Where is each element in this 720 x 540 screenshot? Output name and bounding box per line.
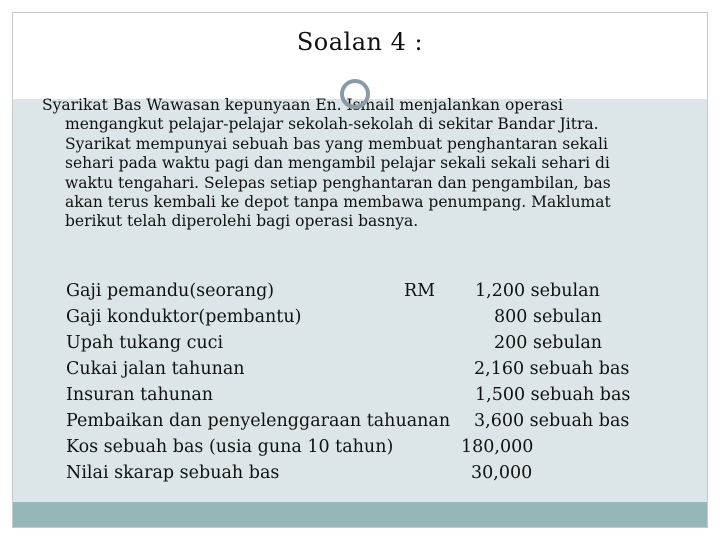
- cost-label: Insuran tahunan: [66, 385, 214, 405]
- intro-paragraph: [42, 96, 682, 232]
- paragraph-line: waktu tengahari. Selepas setiap penghantaran dan pengambilan, bas: [65, 173, 611, 192]
- paragraph-line: Syarikat Bas Wawasan kepunyaan En. Ismail menjalankan operasi: [42, 96, 563, 114]
- cost-value: 200 sebulan: [494, 333, 603, 353]
- paragraph-line: berikut telah diperolehi bagi operasi basnya.: [65, 212, 419, 231]
- decorative-ring-icon: [340, 79, 370, 109]
- slide-title: Soalan 4 :: [296, 28, 424, 56]
- cost-row: [66, 356, 666, 382]
- cost-row: [66, 434, 666, 460]
- cost-value: 1,500 sebuah bas: [475, 385, 631, 405]
- cost-label: Gaji pemandu(seorang): [66, 281, 275, 301]
- cost-value: 3,600 sebuah bas: [474, 411, 630, 431]
- cost-label: Nilai skarap sebuah bas: [66, 463, 280, 483]
- cost-row: [66, 278, 666, 304]
- cost-list: [66, 278, 666, 486]
- cost-value: 1,200 sebulan: [475, 281, 600, 301]
- cost-value: 800 sebulan: [494, 307, 603, 327]
- cost-row: [66, 408, 666, 434]
- cost-currency: RM: [404, 281, 436, 301]
- cost-label: Upah tukang cuci: [66, 333, 224, 353]
- cost-value: 30,000: [471, 463, 533, 483]
- cost-row: [66, 304, 666, 330]
- cost-value: 180,000: [461, 437, 534, 457]
- cost-value: 2,160 sebuah bas: [474, 359, 630, 379]
- paragraph-line: mengangkut pelajar-pelajar sekolah-sekolah di sekitar Bandar Jitra.: [65, 115, 599, 134]
- cost-label: Pembaikan dan penyelenggaraan tahuanan: [66, 411, 451, 431]
- cost-row: [66, 460, 666, 486]
- cost-label: Cukai jalan tahunan: [66, 359, 245, 379]
- bottom-bar: [13, 502, 707, 527]
- cost-row: [66, 382, 666, 408]
- cost-label: Kos sebuah bas (usia guna 10 tahun): [66, 437, 394, 457]
- paragraph-line: Syarikat mempunyai sebuah bas yang membuat penghantaran sekali: [65, 134, 608, 153]
- cost-label: Gaji konduktor(pembantu): [66, 307, 302, 327]
- cost-row: [66, 330, 666, 356]
- paragraph-line: sehari pada waktu pagi dan mengambil pelajar sekali sekali sehari di: [65, 154, 610, 173]
- paragraph-line: akan terus kembali ke depot tanpa membawa penumpang. Maklumat: [65, 193, 611, 212]
